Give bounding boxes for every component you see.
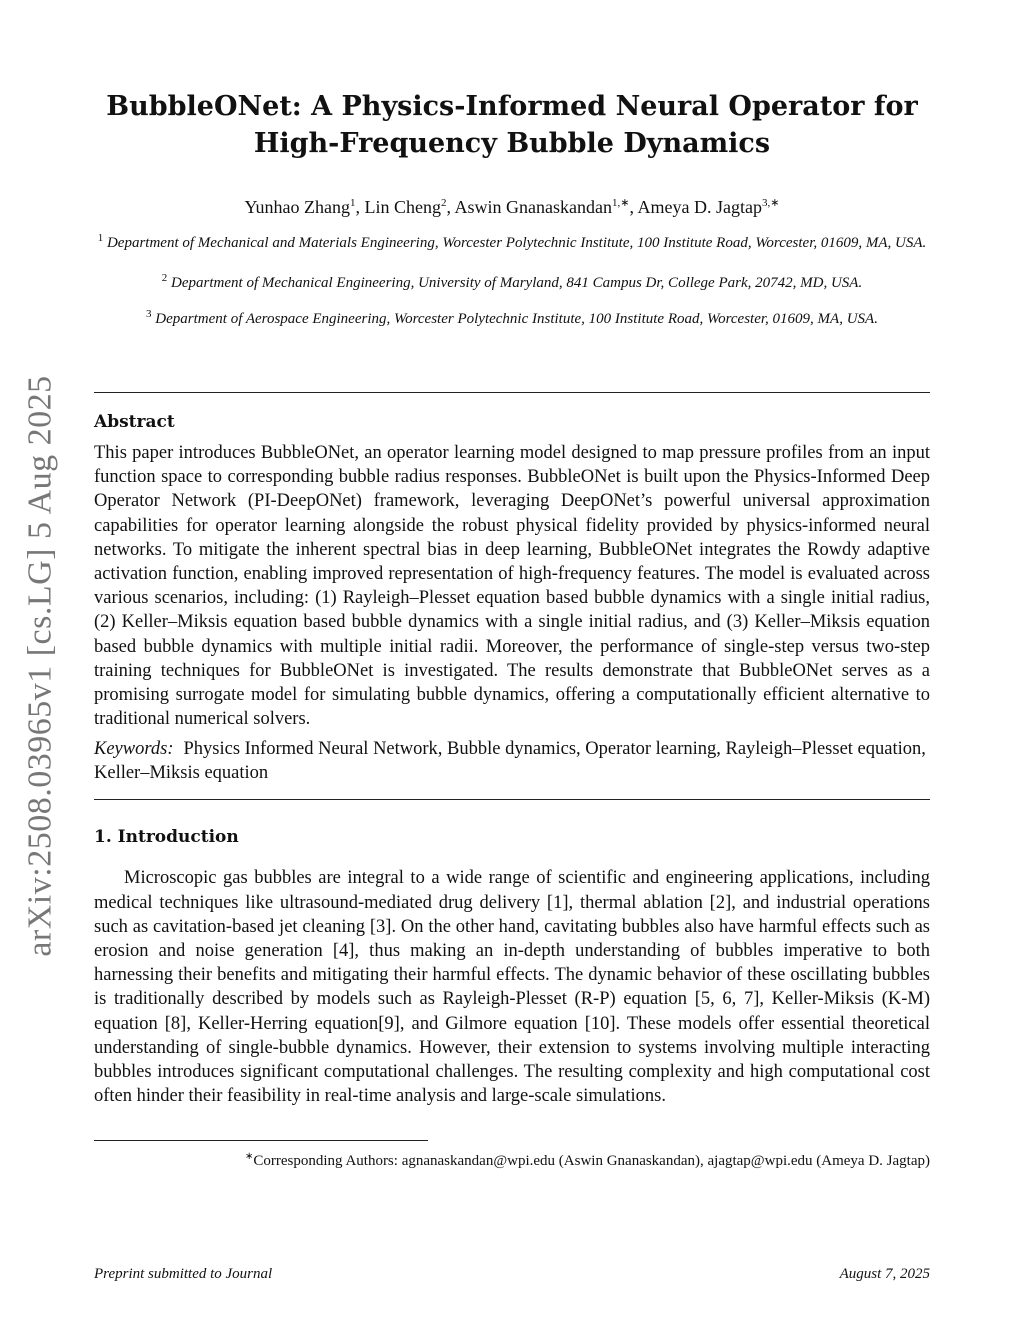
abstract-top-rule xyxy=(94,392,930,393)
title-line-2: High-Frequency Bubble Dynamics xyxy=(253,128,771,159)
keywords-label: Keywords: xyxy=(94,739,174,760)
author-name: Ameya D. Jagtap xyxy=(637,197,762,217)
author-name: Yunhao Zhang xyxy=(244,197,351,217)
affiliation-number: 3 xyxy=(146,308,152,320)
affiliation-text: Department of Mechanical Engineering, University of Maryland, 841 Campus Dr, College Park, 20742, MD, USA. xyxy=(171,275,863,291)
author-affiliation-mark: 2 xyxy=(441,197,447,209)
arxiv-side-identifier xyxy=(6,376,76,956)
introduction-paragraph: Microscopic gas bubbles are integral to a wide range of scientific and engineering applications, including medical techniques like ultrasound-mediated drug delivery [1], thermal ablation [2], and industrial operations such as cavitation-based jet cleaning [3]. On the other hand, cavitating bubbles also have harmful effects such as erosion and noise generation [4], thus making an in-depth understanding of bubbles imperative to both harnessing their benefits and mitigating their harmful effects. The dynamic behavior of these oscillating bubbles is traditionally described by models such as Rayleigh-Plesset (R-P) equation [5, 6, 7], Keller-Miksis (K-M) equation [8], Keller-Herring equation[9], and Gilmore equation [10]. These models offer essential theoretical understanding of single-bubble dynamics. However, their extension to systems involving multiple interacting bubbles introduces significant computational challenges. The resulting complexity and high computational cost often hinder their feasibility in real-time analysis and large-scale simulations. xyxy=(94,868,930,1107)
footer-journal-note: Preprint submitted to Journal xyxy=(94,1266,273,1282)
abstract-bottom-rule xyxy=(94,799,930,800)
abstract-text: This paper introduces BubbleONet, an operator learning model designed to map pressure profiles from an input function space to corresponding bubble radius responses. BubbleONet is built upon the Physics-Informed Deep Operator Network (PI-DeepONet) framework, leveraging DeepONet’s powerful universal approximation capabilities for operator learning alongside the robust physical fidelity provided by physics-informed neural networks. To mitigate the inherent spectral bias in deep learning, BubbleONet integrates the Rowdy adaptive activation function, enabling improved representation of high-frequency features. The model is evaluated across various scenarios, including: (1) Rayleigh–Plesset equation based bubble dynamics with a single initial radius, (2) Keller–Miksis equation based bubble dynamics with a single initial radius, and (3) Keller–Miksis equation based bubble dynamics with multiple initial radii. Moreover, the performance of single-step versus two-step training techniques for BubbleONet is investigated. The results demonstrate that BubbleONet serves as a promising surrogate model for simulating bubble dynamics, offering a computationally efficient alternative to traditional numerical solvers. xyxy=(94,443,930,730)
keywords-text: Physics Informed Neural Network, Bubble dynamics, Operator learning, Rayleigh–Plesset equation, Keller–Miksis equation xyxy=(94,739,926,784)
affiliation-number: 2 xyxy=(161,272,168,284)
page-footer xyxy=(94,1266,930,1283)
keywords xyxy=(94,737,930,785)
section-heading-introduction: 1. Introduction xyxy=(94,827,239,848)
abstract-heading: Abstract xyxy=(94,412,175,432)
author-affiliation-mark: 1,∗ xyxy=(612,197,630,209)
affiliation-text: Department of Mechanical and Materials Engineering, Worcester Polytechnic Institute, 100 Institute Road, Worcester, 01609, MA, USA. xyxy=(106,235,927,251)
affiliation-number: 1 xyxy=(97,232,104,244)
affiliation-3 xyxy=(94,304,930,330)
footnote xyxy=(94,1147,930,1171)
footer-date: August 7, 2025 xyxy=(839,1266,930,1282)
footnote-rule xyxy=(94,1140,428,1141)
footnote-text: Corresponding Authors: agnanaskandan@wpi.edu (Aswin Gnanaskandan), ajagtap@wpi.edu (Ameya D. Jagtap) xyxy=(253,1153,930,1170)
author-affiliation-mark: 1 xyxy=(350,197,356,209)
title-line-1: BubbleONet: A Physics-Informed Neural Operator for xyxy=(106,91,918,122)
affiliation-2 xyxy=(94,268,930,294)
footnote-mark: ∗ xyxy=(244,1151,254,1163)
affiliation-text: Department of Aerospace Engineering, Worcester Polytechnic Institute, 100 Institute Road, Worcester, 01609, MA, USA. xyxy=(155,311,878,327)
author-name: Lin Cheng xyxy=(364,197,442,217)
affiliation-1 xyxy=(94,228,930,254)
author-list: Yunhao Zhang$^1$, Lin Cheng$^2$, Aswin Gnanaskandan$^{1,∗}$, Ameya D. Jagtap$^{3,∗}$ xyxy=(244,197,780,217)
author-affiliation-mark: 3,∗ xyxy=(761,197,780,209)
arxiv-identifier-text: arXiv:2508.03965v1 [cs.LG] 5 Aug 2025 xyxy=(22,375,60,957)
paper-title xyxy=(94,88,930,162)
paper-page xyxy=(94,0,930,1171)
author-name: Aswin Gnanaskandan xyxy=(454,197,613,217)
